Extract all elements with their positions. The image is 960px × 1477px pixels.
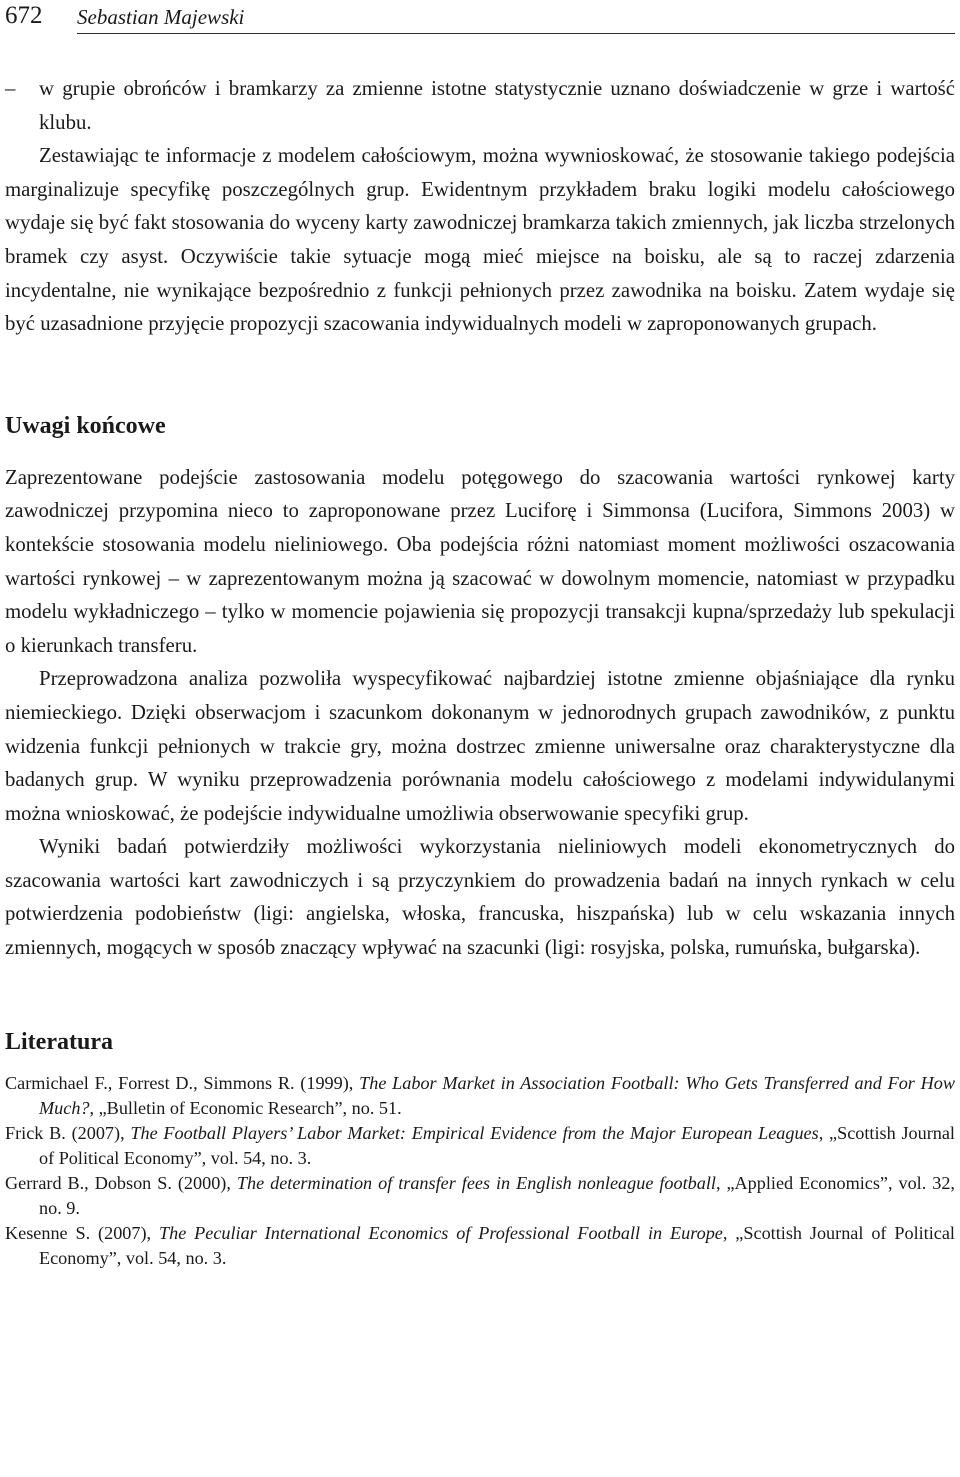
- reference-title: The Football Players’ Labor Market: Empirical Evidence from the Major European Leagues: [130, 1122, 819, 1143]
- bullet-item: [5, 72, 955, 139]
- reference-title: The determination of transfer fees in English nonleague football: [236, 1172, 716, 1193]
- literature-heading: Literatura: [5, 1028, 113, 1055]
- running-header: [5, 0, 955, 42]
- reference-item: [5, 1171, 955, 1221]
- conclusions-heading: Uwagi końcowe: [5, 412, 166, 439]
- conclusions-paragraph-3: Wyniki badań potwierdziły możliwości wykorzystania nieliniowych modeli ekonometrycznych do szacowania wartości kart zawodniczych i są przyczynkiem do prowadzenia badań na innych rynkach w celu potwierdzenia podobieństw (ligi: angielska, włoska, francuska, hiszpańska) lub w celu wskazania innych zmiennych, mogących w sposób znaczący wpływać na szacunki (ligi: rosyjska, polska, rumuńska, bułgarska).: [5, 835, 955, 960]
- reference-source: , „Scottish Journal of Political Economy”, vol. 54, no. 3.: [39, 1122, 955, 1168]
- page: [5, 0, 955, 1271]
- bullet-dash: –: [5, 77, 16, 100]
- reference-title: The Peculiar International Economics of Professional Football in Europe: [158, 1222, 723, 1243]
- reference-authors: Kesenne S. (2007),: [5, 1222, 159, 1243]
- conclusions-paragraph-1: Zaprezentowane podejście zastosowania modelu potęgowego do szacowania wartości rynkowej karty zawodniczej przypomina nieco to zaproponowane przez Luciforę i Simmonsa (Lucifora, Simmons 2003) w kontekście stosowania modelu nieliniowego. Oba podejścia różni natomiast moment możliwości oszacowania wartości rynkowej – w zaprezentowanym można ją szacować w dowolnym momencie, natomiast w przypadku modelu wykładniczego – tylko w momencie pojawienia się propozycji transakcji kupna/sprzedaży lub spekulacji o kierunkach transferu.: [5, 465, 955, 657]
- running-head-author: Sebastian Majewski: [77, 5, 245, 29]
- reference-source: , „Scottish Journal of Political Economy”, vol. 54, no. 3.: [39, 1222, 955, 1268]
- reference-authors: Carmichael F., Forrest D., Simmons R. (1999),: [5, 1072, 360, 1093]
- conclusions-paragraph-2: Przeprowadzona analiza pozwoliła wyspecyfikować najbardziej istotne zmienne objaśniające dla rynku niemieckiego. Dzięki obserwacjom i szacunkom dokonanym w jednorodnych grupach zawodników, z punktu widzenia funkcji pełnionych w trakcie gry, można dostrzec zmienne uniwersalne oraz charakterystyczne dla badanych grup. W wyniku przeprowadzenia porównania modelu całościowego z modelami indywidulanymi można wnioskować, że podejście indywidualne umożliwia obserwowanie specyfiki grup.: [5, 667, 955, 825]
- reference-item: [5, 1121, 955, 1171]
- bullet-text: w grupie obrońców i bramkarzy za zmienne istotne statystycznie uznano doświadczenie w grze i wartość klubu.: [39, 77, 955, 134]
- page-number: 672: [5, 2, 43, 29]
- header-rule: [77, 33, 955, 34]
- reference-authors: Frick B. (2007),: [5, 1122, 131, 1143]
- reference-authors: Gerrard B., Dobson S. (2000),: [5, 1172, 237, 1193]
- reference-item: [5, 1071, 955, 1121]
- reference-title: The Labor Market in Association Football: Who Gets Transferred and For How Much?: [39, 1072, 955, 1118]
- reference-item: [5, 1221, 955, 1271]
- reference-source: , „Applied Economics”, vol. 32, no. 9.: [39, 1172, 955, 1218]
- reference-source: , „Bulletin of Economic Research”, no. 51.: [89, 1097, 402, 1118]
- intro-paragraph: Zestawiając te informacje z modelem całościowym, można wywnioskować, że stosowanie takiego podejścia marginalizuje specyfikę poszczególnych grup. Ewidentnym przykładem braku logiki modelu całościowego wydaje się być fakt stosowania do wyceny karty zawodniczej bramkarza takich zmiennych, jak liczba strzelonych bramek czy asyst. Oczywiście takie sytuacje mogą mieć miejsce na boisku, ale są to raczej zdarzenia incydentalne, nie wynikające bezpośrednio z funkcji pełnionych przez zawodnika na boisku. Zatem wydaje się być uzasadnione przyjęcie propozycji szacowania indywidualnych modeli w zaproponowanych grupach.: [5, 144, 955, 336]
